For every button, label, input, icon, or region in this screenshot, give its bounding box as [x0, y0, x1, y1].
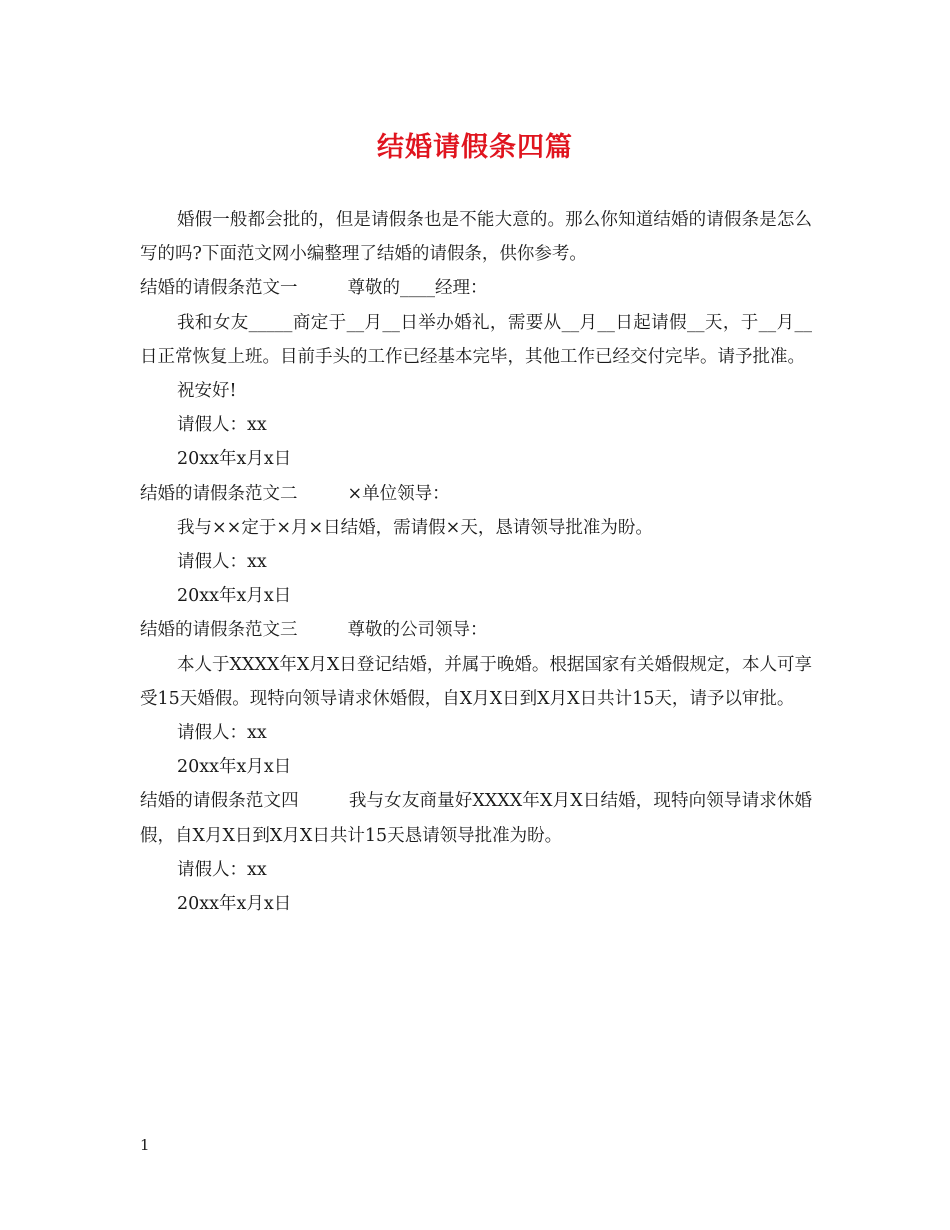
- sample-1-body: 我和女友_____商定于__月__日举办婚礼，需要从__月__日起请假__天，于__月__日正常恢复上班。目前手头的工作已经基本完毕，其他工作已经交付完毕。请予批准。: [140, 312, 812, 367]
- sample-3-requester: 请假人：xx: [177, 723, 267, 744]
- sample-1-requester: 请假人：xx: [177, 415, 267, 436]
- sample-2-date: 20xx年x月x日: [177, 586, 292, 607]
- sample-3-heading-line: [140, 613, 812, 647]
- sample-3-date: 20xx年x月x日: [177, 757, 292, 778]
- page-number: 1: [140, 1136, 150, 1154]
- sample-1-salutation: 尊敬的____经理：: [347, 278, 488, 299]
- sample-4-body: 我与女友商量好XXXX年X月X日结婚，现特向领导请求休婚假，自X月X日到X月X日共计15天恳请领导批准为盼。: [140, 791, 813, 846]
- sample-1-heading: 结婚的请假条范文一: [140, 278, 298, 299]
- sample-4-date: 20xx年x月x日: [177, 894, 292, 915]
- sample-4-heading: 结婚的请假条范文四: [140, 791, 299, 812]
- sample-4-paragraph: [140, 784, 812, 852]
- sample-1-date: 20xx年x月x日: [177, 449, 292, 470]
- sample-2-salutation: ×单位领导：: [347, 483, 450, 504]
- intro-paragraph: 婚假一般都会批的，但是请假条也是不能大意的。那么你知道结婚的请假条是怎么写的吗?下面范文网小编整理了结婚的请假条，供你参考。: [140, 210, 812, 265]
- sample-2-body: 我与××定于×月×日结婚，需请假×天，恳请领导批准为盼。: [177, 517, 653, 538]
- sample-3-body: 本人于XXXX年X月X日登记结婚，并属于晚婚。根据国家有关婚假规定，本人可享受15天婚假。现特向领导请求休婚假，自X月X日到X月X日共计15天，请予以审批。: [140, 654, 812, 709]
- sample-3-salutation: 尊敬的公司领导：: [347, 620, 488, 641]
- document-body: [140, 203, 812, 921]
- sample-2-heading: 结婚的请假条范文二: [140, 483, 298, 504]
- document-title: 结婚请假条四篇: [377, 132, 573, 163]
- sample-3-heading: 结婚的请假条范文三: [140, 620, 298, 641]
- sample-2-requester: 请假人：xx: [177, 552, 267, 573]
- sample-2-heading-line: [140, 477, 812, 511]
- sample-4-requester: 请假人：xx: [177, 859, 267, 880]
- sample-1-heading-line: [140, 271, 812, 305]
- sample-1-closing: 祝安好!: [177, 381, 237, 402]
